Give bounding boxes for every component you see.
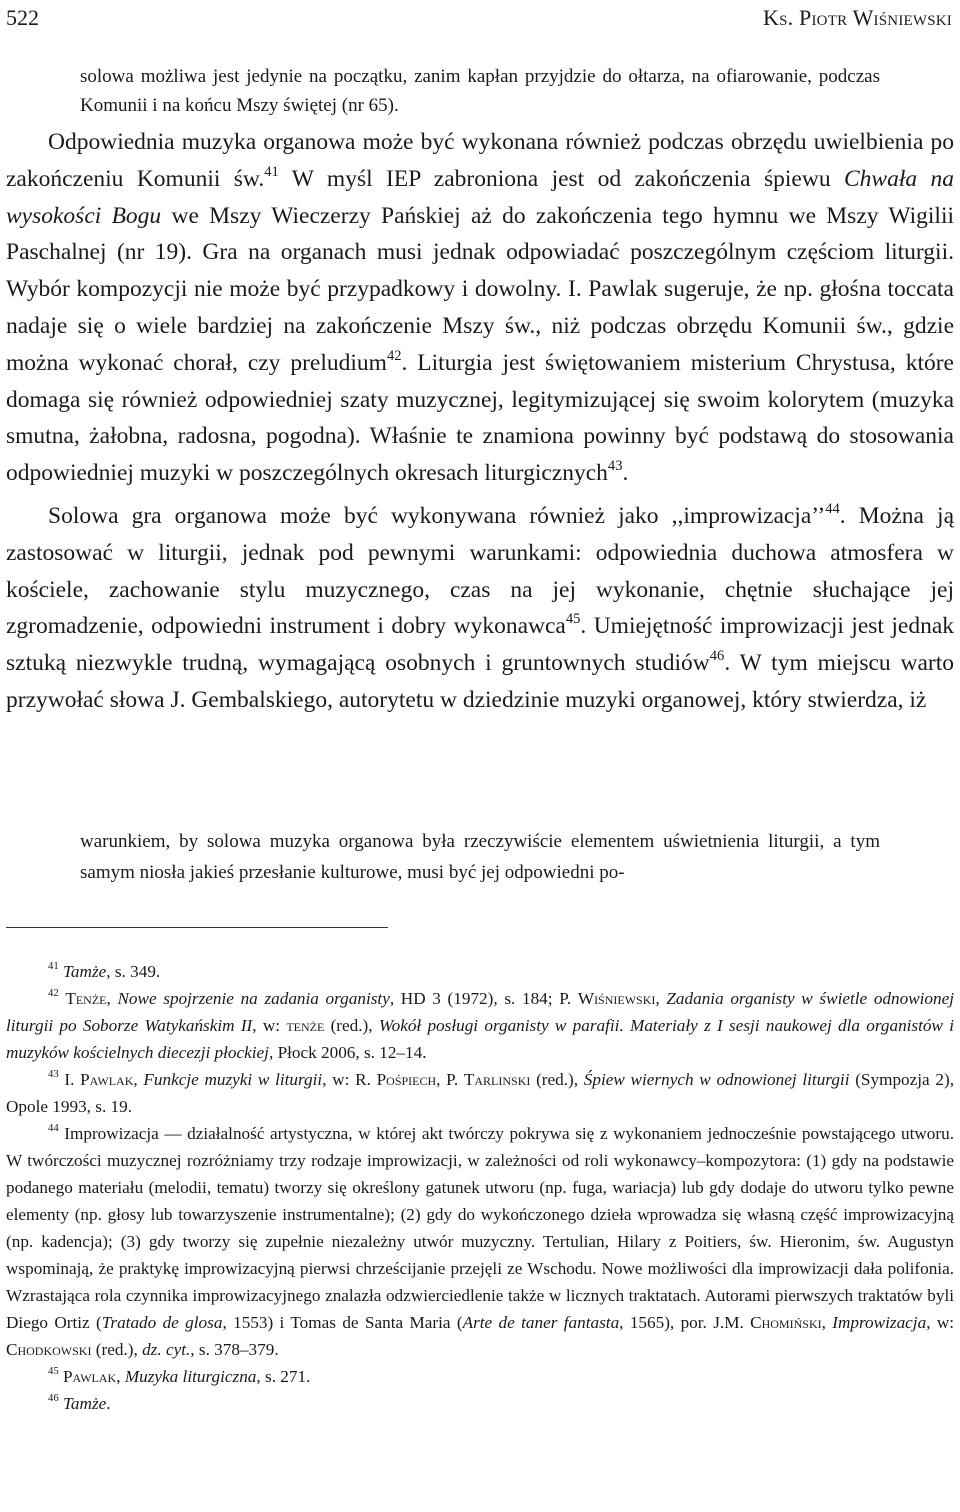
text-run: , s. 349. xyxy=(106,962,161,981)
text-run: , HD 3 (1972), s. 184; P. xyxy=(389,989,578,1008)
author-name: Tarlinski xyxy=(463,1070,531,1089)
footnote-number: 44 xyxy=(48,1123,59,1135)
text-run: . xyxy=(622,460,629,487)
text-run: , 1553) i Tomas de Santa Maria ( xyxy=(222,1313,463,1332)
footnote-ref-45: 45 xyxy=(565,611,581,628)
text-run: . xyxy=(106,1394,111,1413)
footnote-46 xyxy=(6,1390,954,1417)
italic-title: Improwizacja xyxy=(832,1313,927,1332)
italic-title: Arte de taner fantasta xyxy=(462,1313,620,1332)
italic-text: dz. cyt. xyxy=(142,1340,191,1359)
footnote-ref-43: 43 xyxy=(607,457,623,474)
text-run: , xyxy=(106,989,118,1008)
text-run: , s. 271. xyxy=(256,1367,311,1386)
text-run: (red.), xyxy=(530,1070,584,1089)
footnote-ref-42: 42 xyxy=(386,347,402,364)
text-run: . Można ją zastosować w liturgii, jednak pod pewnymi warunkami: odpowiednia duchowa atmosfera w kościele, zachowanie stylu muzycznego, czas na jej wykonanie, chętnie słuchające jej zgromadzenie, odpowiedni instrument i dobry wykonawca xyxy=(6,502,954,640)
running-head-author: Ks. Piotr Wiśniewski xyxy=(763,5,952,30)
footnote-45 xyxy=(6,1363,954,1390)
footnote-number: 42 xyxy=(48,988,59,1000)
author-name: Pośpiech xyxy=(376,1070,437,1089)
footnote-44 xyxy=(6,1120,954,1363)
author-name: Chomiński xyxy=(750,1313,822,1332)
italic-title: Wokół posługi organisty w parafii. Materiały z I sesji naukowej dla organistów i muzyków kościelnych diecezji płockiej xyxy=(6,1016,955,1062)
text-run: , s. 378–379. xyxy=(190,1340,279,1359)
text-run: W myśl IEP zabroniona jest od zakończenia śpiewu xyxy=(278,165,844,192)
author-name: Chodkowski xyxy=(6,1340,92,1359)
author-name: Wiśniewski xyxy=(577,989,656,1008)
text-run: Improwizacja — działalność artystyczna, w której akt twórczy pokrywa się z wykonaniem jednocześnie powstającego utworu. W twórczości muzycznej rozróżniamy trzy rodzaje improwizacji, w zależności od roli wykonawcy–kompozytora: (1) gdy na podstawie podanego materiału (melodii, tematu) tworzy się określony gatunek utworu (np. fuga, wariacja) lub gdy dodaje do utworu tylko pewne elementy (np. głosy lub towarzyszenie instrumentalne); (2) gdy do wykończonego dzieła wprowadza się własną część improwizacyjną (np. kadencja); (3) gdy tworzy się zupełnie niezależny utwór muzyczny. Tertulian, Hilary z Poitiers, św. Hieronim, św. Augustyn wspominają, że praktykę improwizacyjną pierwsi chrześcijanie przejęli ze Wschodu. Nowe możliwości dla improwizacji dała polifonia. Wzrastająca rola czynnika improwizacyjnego znalazła odzwierciedlenie także w licznych traktatach. Autorami pierwszych traktatów byli Diego Ortiz ( xyxy=(6,1124,955,1332)
footnotes xyxy=(6,958,954,1417)
footnote-number: 45 xyxy=(48,1366,59,1378)
footnote-41 xyxy=(6,958,954,985)
author-name: Tenże xyxy=(65,989,107,1008)
author-name: tenże xyxy=(286,1016,325,1035)
italic-title: Zadania organisty w świetle odnowionej liturgii po Soborze Watykańskim II xyxy=(6,989,955,1035)
text-run: , 1565), por. J.M. xyxy=(619,1313,751,1332)
block-quote-2: warunkiem, by solowa muzyka organowa była rzeczywiście elementem uświetnienia liturgii, a tym samym niosła jakieś przesłanie kulturowe, musi być jej odpowiedni po- xyxy=(80,831,880,883)
footnote-ref-44: 44 xyxy=(825,500,840,517)
italic-title: Nowe spojrzenie na zadania organisty xyxy=(117,989,390,1008)
text-run: , xyxy=(821,1313,833,1332)
paragraph-2 xyxy=(6,498,954,719)
text-run: we Mszy Wieczerzy Pańskiej aż do zakończenia tego hymnu we Mszy Wigilii Paschalnej (nr 19). Gra na organach musi jednak odpowiadać poszczególnym częściom liturgii. Wybór kompozycji nie może być przypadkowy i dowolny. I. Pawlak sugeruje, że np. głośna toccata nadaje się o wiele bardziej na zakończenie Mszy św., niż podczas obrzędu Komunii św., gdzie można wykonać chorał, czy preludium xyxy=(6,202,955,376)
text-run: , xyxy=(133,1070,144,1089)
footnote-ref-41: 41 xyxy=(264,163,279,180)
italic-title: Śpiew wiernych w odnowionej liturgii xyxy=(583,1070,850,1089)
italic-title: Muzyka liturgiczna xyxy=(124,1367,257,1386)
text-run: (Sympozja 2), Opole 1993, s. 19. xyxy=(6,1070,954,1116)
text-run: (red.), xyxy=(324,1016,379,1035)
page-number: 522 xyxy=(6,5,39,30)
paragraph-1 xyxy=(6,124,954,492)
text-run: . Liturgia jest świętowaniem misterium Chrystusa, które domaga się również odpowiedniej szaty muzycznej, legitymizującej się swoim kolorytem (muzyka smutna, żałobna, radosna, pogodna). Właśnie te znamiona powinny być podstawą do stosowania odpowiedniej muzyki w poszczególnych okresach liturgicznych xyxy=(6,349,954,487)
text-run: , w: xyxy=(252,1016,287,1035)
author-name: Pawlak xyxy=(62,1367,117,1386)
text-run: , w: xyxy=(926,1313,955,1332)
text-run: , Płock 2006, s. 12–14. xyxy=(268,1043,427,1062)
text-run: , P. xyxy=(436,1070,464,1089)
text-run: . W tym miejscu warto przywołać słowa J. Gembalskiego, autorytetu w dziedzinie muzyki organowej, który stwierdza, iż xyxy=(6,650,954,713)
footnote-separator xyxy=(6,927,388,928)
italic-title: Tratado de glosa xyxy=(101,1313,223,1332)
italic-title: Chwała na wysokości Bogu xyxy=(6,165,954,229)
main-text xyxy=(6,124,954,719)
text-run: I. xyxy=(64,1070,81,1089)
text-run: Solowa gra organowa może być wykonywana również jako ,,improwizacja’’ xyxy=(48,502,826,529)
footnote-42 xyxy=(6,985,954,1066)
text-run: . Umiejętność improwizacji jest jednak sztuką niezwykle trudną, wymagającą osobnych i gruntownych studiów xyxy=(6,613,954,677)
author-name: Pawlak xyxy=(80,1070,134,1089)
italic-title: Funkcje muzyki w liturgii xyxy=(143,1070,323,1089)
text-run: Odpowiednia muzyka organowa może być wykonana również podczas obrzędu uwielbienia po zakończeniu Komunii św. xyxy=(6,129,954,192)
text-run: , xyxy=(116,1367,125,1386)
page-header xyxy=(6,2,952,34)
italic-text: Tamże xyxy=(62,1394,107,1413)
footnote-number: 41 xyxy=(48,961,59,973)
footnote-ref-46: 46 xyxy=(709,647,725,664)
footnote-number: 43 xyxy=(48,1069,59,1081)
block-quote-1: solowa możliwa jest jedynie na początku, zanim kapłan przyjdzie do ołtarza, na ofiarowanie, podczas Komunii i na końcu Mszy świętej (nr 65). xyxy=(80,66,880,116)
footnote-number: 46 xyxy=(48,1393,59,1405)
italic-text: Tamże xyxy=(62,962,107,981)
footnote-43 xyxy=(6,1066,954,1120)
text-run: , w: R. xyxy=(322,1070,377,1089)
text-run: , xyxy=(655,989,667,1008)
text-run: (red.), xyxy=(91,1340,143,1359)
